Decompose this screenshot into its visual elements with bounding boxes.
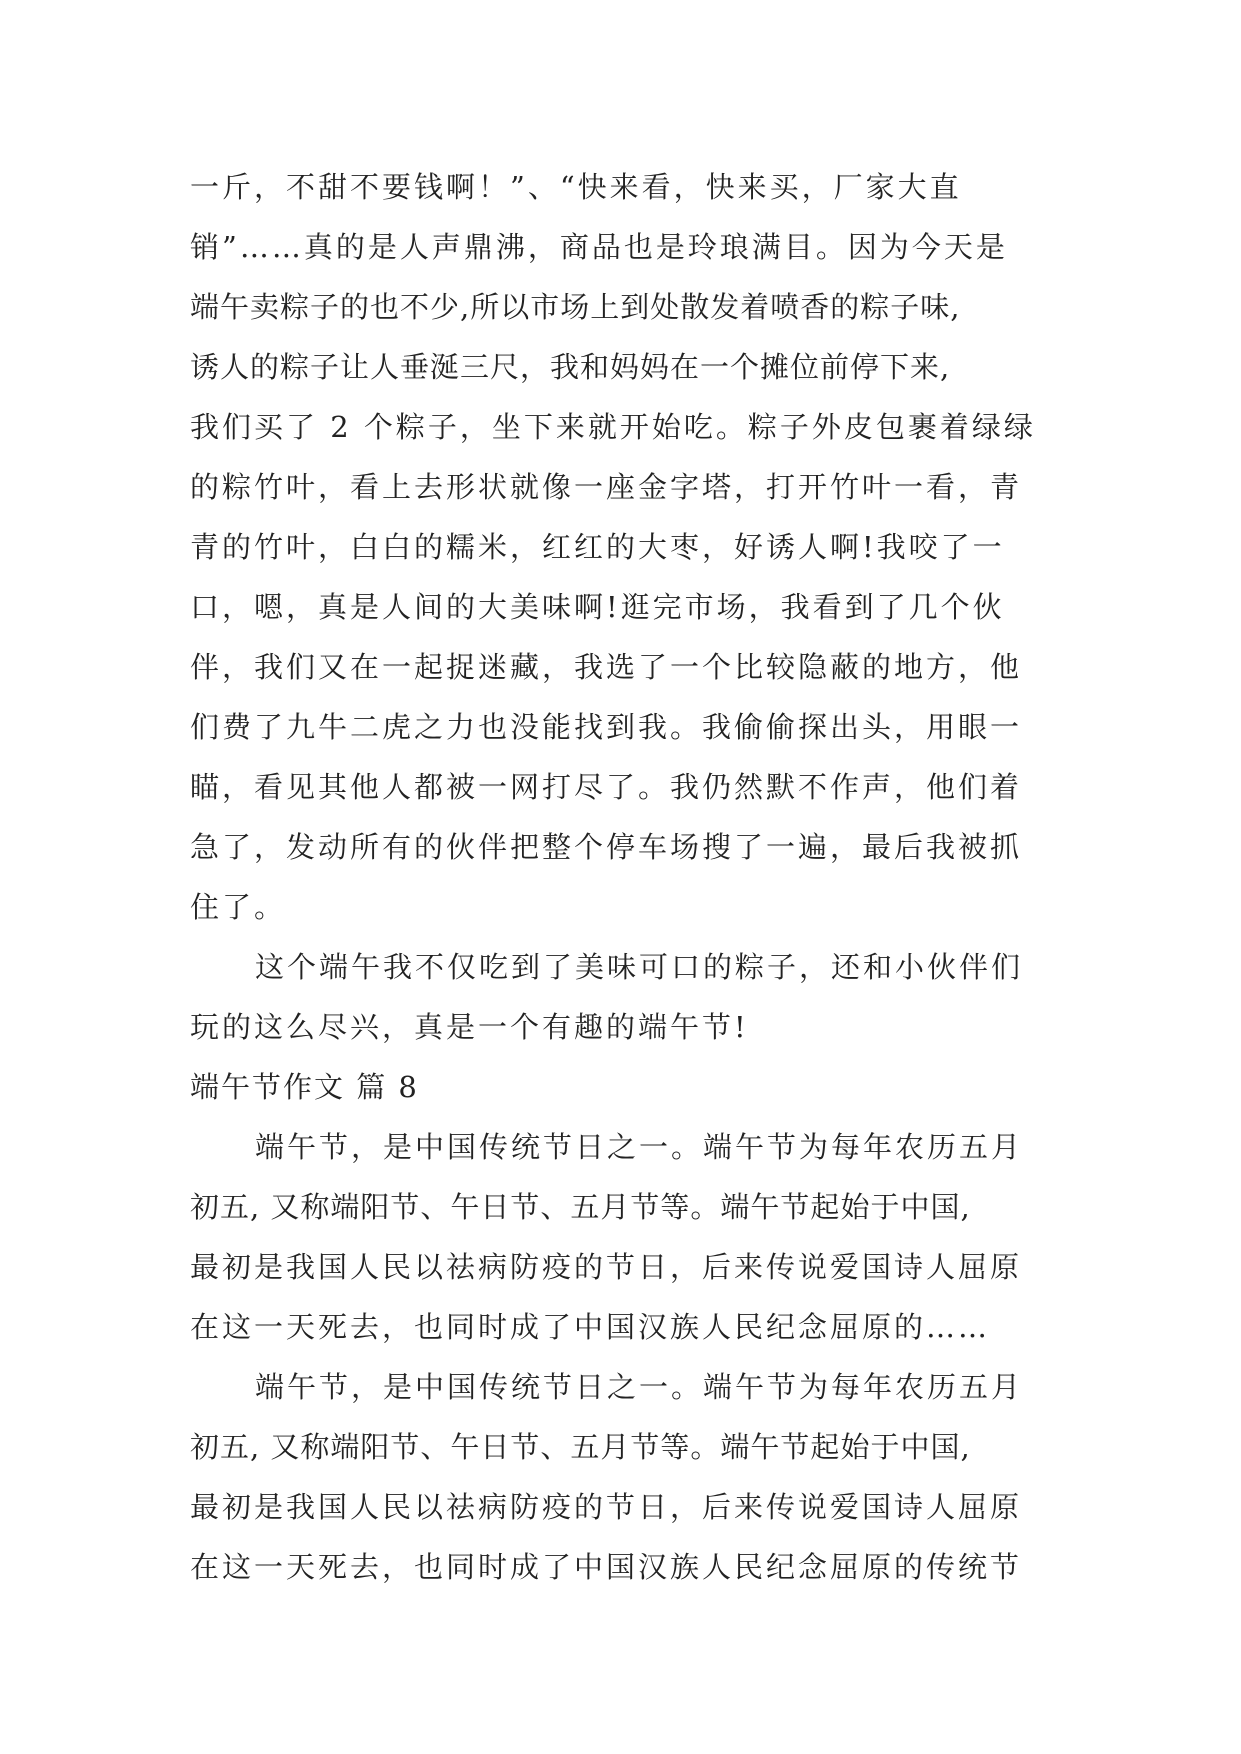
text-line: 销”……真的是人声鼎沸，商品也是玲琅满目。因为今天是 — [190, 230, 1008, 264]
text-line: 伴，我们又在一起捉迷藏，我选了一个比较隐蔽的地方，他 — [190, 650, 1023, 684]
text-line: 端午节，是中国传统节日之一。端午节为每年农历五月 — [255, 1130, 1024, 1164]
text-line: 初五, 又称端阳节、午日节、五月节等。端午节起始于中国, — [190, 1430, 971, 1464]
document-body — [190, 157, 1090, 1597]
text-line: 口，嗯，真是人间的大美味啊!逛完市场，我看到了几个伙 — [190, 590, 1005, 624]
paragraph-2 — [190, 937, 1090, 1057]
paragraph-4 — [190, 1357, 1090, 1597]
text-line: 端午卖粽子的也不少,所以市场上到处散发着喷香的粽子味, — [190, 290, 961, 324]
text-line: 住了。 — [190, 890, 287, 924]
text-line: 在这一天死去，也同时成了中国汉族人民纪念屈原的…… — [190, 1310, 991, 1344]
text-line: 我们买了 2 个粽子，坐下来就开始吃。粽子外皮包裹着绿绿 — [190, 410, 1036, 444]
text-line: 一斤，不甜不要钱啊！”、“快来看，快来买，厂家大直 — [190, 170, 962, 204]
text-line: 最初是我国人民以祛病防疫的节日，后来传说爱国诗人屈原 — [190, 1490, 1023, 1524]
text-line: 初五, 又称端阳节、午日节、五月节等。端午节起始于中国, — [190, 1190, 971, 1224]
text-line: 们费了九牛二虎之力也没能找到我。我偷偷探出头，用眼一 — [190, 710, 1023, 744]
text-line: 急了，发动所有的伙伴把整个停车场搜了一遍，最后我被抓 — [190, 830, 1023, 864]
text-line: 青的竹叶，白白的糯米，红红的大枣，好诱人啊!我咬了一 — [190, 530, 1005, 564]
paragraph-1 — [190, 157, 1090, 937]
text-line: 在这一天死去，也同时成了中国汉族人民纪念屈原的传统节 — [190, 1550, 1023, 1584]
text-line: 瞄，看见其他人都被一网打尽了。我仍然默不作声，他们着 — [190, 770, 1023, 804]
text-line: 的粽竹叶，看上去形状就像一座金字塔，打开竹叶一看，青 — [190, 470, 1023, 504]
text-line: 端午节，是中国传统节日之一。端午节为每年农历五月 — [255, 1370, 1024, 1404]
text-line: 最初是我国人民以祛病防疫的节日，后来传说爱国诗人屈原 — [190, 1250, 1023, 1284]
text-line: 玩的这么尽兴，真是一个有趣的端午节! — [190, 1010, 749, 1044]
paragraph-3 — [190, 1117, 1090, 1357]
section-heading: 端午节作文 篇 8 — [190, 1070, 419, 1104]
text-line: 这个端午我不仅吃到了美味可口的粽子，还和小伙伴们 — [255, 950, 1024, 984]
text-line: 诱人的粽子让人垂涎三尺，我和妈妈在一个摊位前停下来, — [190, 350, 951, 384]
